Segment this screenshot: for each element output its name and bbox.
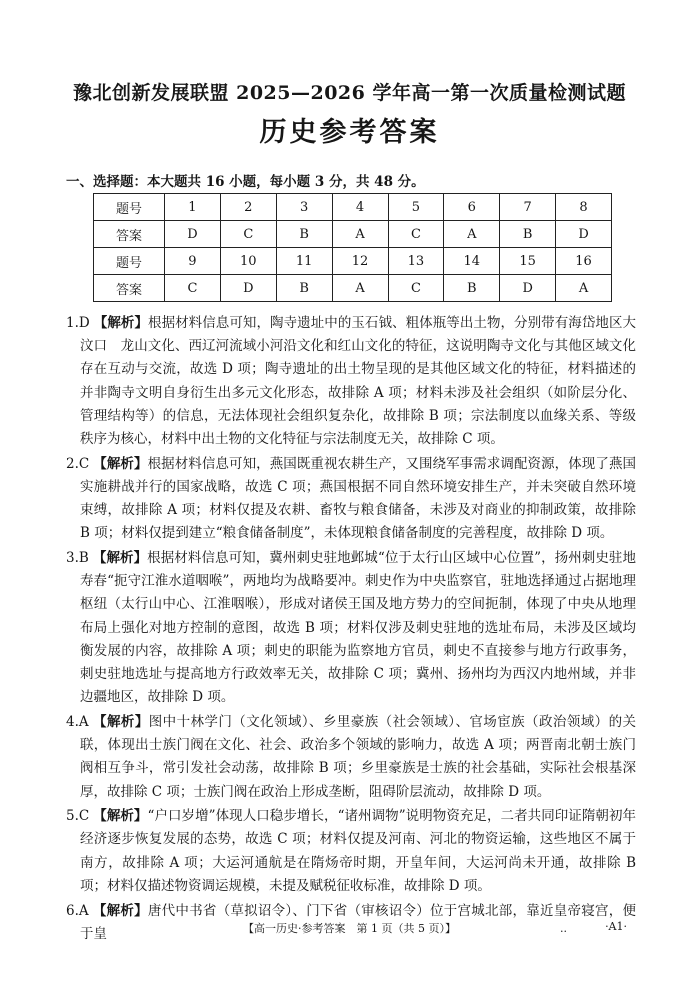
table-cell: 10 [220, 248, 276, 275]
item-number: 3.B [66, 550, 89, 567]
section-heading: 一、选择题：本大题共 16 小题，每小题 3 分，共 48 分。 [66, 174, 425, 190]
page-footer: 【高一历史·参考答案 第 1 页（共 5 页）】 [243, 922, 456, 935]
table-row-header: 答案 [94, 221, 165, 248]
table-cell: A [556, 275, 612, 302]
table-row [94, 275, 612, 302]
list-item [66, 547, 636, 709]
footer-mark: .. [560, 922, 567, 935]
table-cell: 4 [332, 194, 388, 221]
analysis-tag: 【解析】 [93, 808, 148, 825]
table-cell: C [220, 221, 276, 248]
table-cell: 14 [444, 248, 500, 275]
list-item [66, 453, 636, 546]
table-row-header: 题号 [94, 194, 165, 221]
table-cell: 7 [500, 194, 556, 221]
item-text: 图中十林学门（文化领域）、乡里豪族（社会领域）、官场宦族（政治领域）的关联，体现出士族门阀在文化、社会、政治多个领域的影响力，故选 A 项；两晋南北朝士族门阀相互争斗，常引发社会动荡，故排除 B 项；乡里豪族是士族的社会基础，实际社会根基深厚，故排除 C 项；士族门阀在政治上形成垄断，阻碍阶层流动，故排除 D 项。 [80, 713, 637, 800]
table-cell: D [500, 275, 556, 302]
table-row [94, 194, 612, 221]
table-cell: A [444, 221, 500, 248]
table-cell: 9 [165, 248, 221, 275]
table-cell: A [332, 275, 388, 302]
footer-code: ·A1· [605, 920, 627, 933]
item-text: 根据材料信息可知，陶寺遗址中的玉石钺、粗体瓶等出土物，分别带有海岱地区大汶口 龙山文化、西辽河流域小河沿文化和红山文化的特征，这说明陶寺文化与其他区域文化存在互动与交流，故选 D 项；陶寺遗址的出土物呈现的是其他区域文化的特征，材料描述的并非陶寺文明自身衍生出多元文化形态，故排除 A 项；材料未涉及社会组织（如阶层分化、管理结构等）的信息，无法体现社会组织复杂化，故排除 B 项；宗法制度以血缘关系、等级秩序为核心，材料中出土物的文化特征与宗法制度无关，故排除 C 项。 [80, 315, 637, 448]
table-cell: B [276, 275, 332, 302]
item-text: 唐代中书省（草拟诏令）、门下省（审核诏令）位于宫城北部，靠近皇帝寝宫，便于皇 [80, 902, 637, 942]
table-cell: B [276, 221, 332, 248]
table-cell: C [388, 221, 444, 248]
table-cell: 11 [276, 248, 332, 275]
table-cell: A [332, 221, 388, 248]
table-cell: 3 [276, 194, 332, 221]
item-number: 5.C [66, 808, 90, 825]
table-row [94, 221, 612, 248]
table-cell: 2 [220, 194, 276, 221]
item-text: 根据材料信息可知，冀州刺史驻地邺城“位于太行山区域中心位置”，扬州刺史驻地寿春“扼守江淮水道咽喉”，两地均为战略要冲。刺史作为中央监察官，驻地选择通过占据地理枢纽（太行山中心、江淮咽喉），形成对诸侯王国及地方势力的空间扼制，体现了中央从地理布局上强化对地方控制的意图，故选 B 项；材料仅涉及刺史驻地的选址布局，未涉及区域均衡发展的内容，故排除 A 项；刺史的职能为监察地方官员，刺史不直接参与地方行政事务，刺史驻地选址与提高地方行政效率无关，故排除 C 项；冀州、扬州均为西汉内地州域，并非边疆地区，故排除 D 项。 [80, 550, 636, 706]
analysis-tag: 【解析】 [92, 713, 149, 730]
table-cell: C [165, 275, 221, 302]
table-cell: D [556, 221, 612, 248]
table-cell: 12 [332, 248, 388, 275]
table-cell: 15 [500, 248, 556, 275]
page-subtitle: 历史参考答案 [259, 117, 440, 148]
item-number: 6.A [66, 902, 89, 919]
item-text: “户口岁增”体现人口稳步增长，“诸州调物”说明物资充足，二者共同印证隋朝初年经济逐步恢复发展的态势，故选 C 项；材料仅提及河南、河北的物资运输，这些地区不属于南方，故排除 A 项；大运河通航是在隋炀帝时期，开皇年间，大运河尚未开通，故排除 B 项；材料仅描述物资调运规模，未提及赋税征收标准，故排除 D 项。 [80, 808, 637, 894]
item-number: 4.A [66, 713, 89, 730]
list-item [66, 312, 636, 451]
table-cell: D [165, 221, 221, 248]
answer-table [93, 193, 612, 302]
exam-title: 豫北创新发展联盟 2025—2026 学年高一第一次质量检测试题 [73, 82, 626, 104]
item-number: 2.C [66, 455, 90, 472]
table-row-header: 题号 [94, 248, 165, 275]
analysis-tag: 【解析】 [93, 455, 148, 472]
explanations [66, 312, 636, 947]
analysis-tag: 【解析】 [92, 902, 148, 919]
table-cell: 5 [388, 194, 444, 221]
table-cell: 16 [556, 248, 612, 275]
table-row-header: 答案 [94, 275, 165, 302]
table-cell: 13 [388, 248, 444, 275]
analysis-tag: 【解析】 [92, 550, 148, 567]
list-item [66, 711, 636, 804]
table-cell: B [500, 221, 556, 248]
table-row [94, 248, 612, 275]
analysis-tag: 【解析】 [93, 315, 149, 331]
table-cell: D [220, 275, 276, 302]
table-cell: B [444, 275, 500, 302]
list-item [66, 805, 636, 898]
table-cell: C [388, 275, 444, 302]
table-cell: 1 [165, 194, 221, 221]
item-text: 根据材料信息可知，燕国既重视农耕生产，又围绕军事需求调配资源，体现了燕国实施耕战并行的国家战略，故选 C 项；燕国根据不同自然环境安排生产，并未突破自然环境束缚，故排除 A 项；材料仅提及农耕、畜牧与粮食储备，未涉及对商业的抑制政策，故排除 B 项；材料仅提到建立“粮食储备制度”，未体现粮食储备制度的完善程度，故排除 D 项。 [80, 455, 637, 542]
item-number: 1.D [66, 315, 90, 331]
table-cell: 6 [444, 194, 500, 221]
table-cell: 8 [556, 194, 612, 221]
